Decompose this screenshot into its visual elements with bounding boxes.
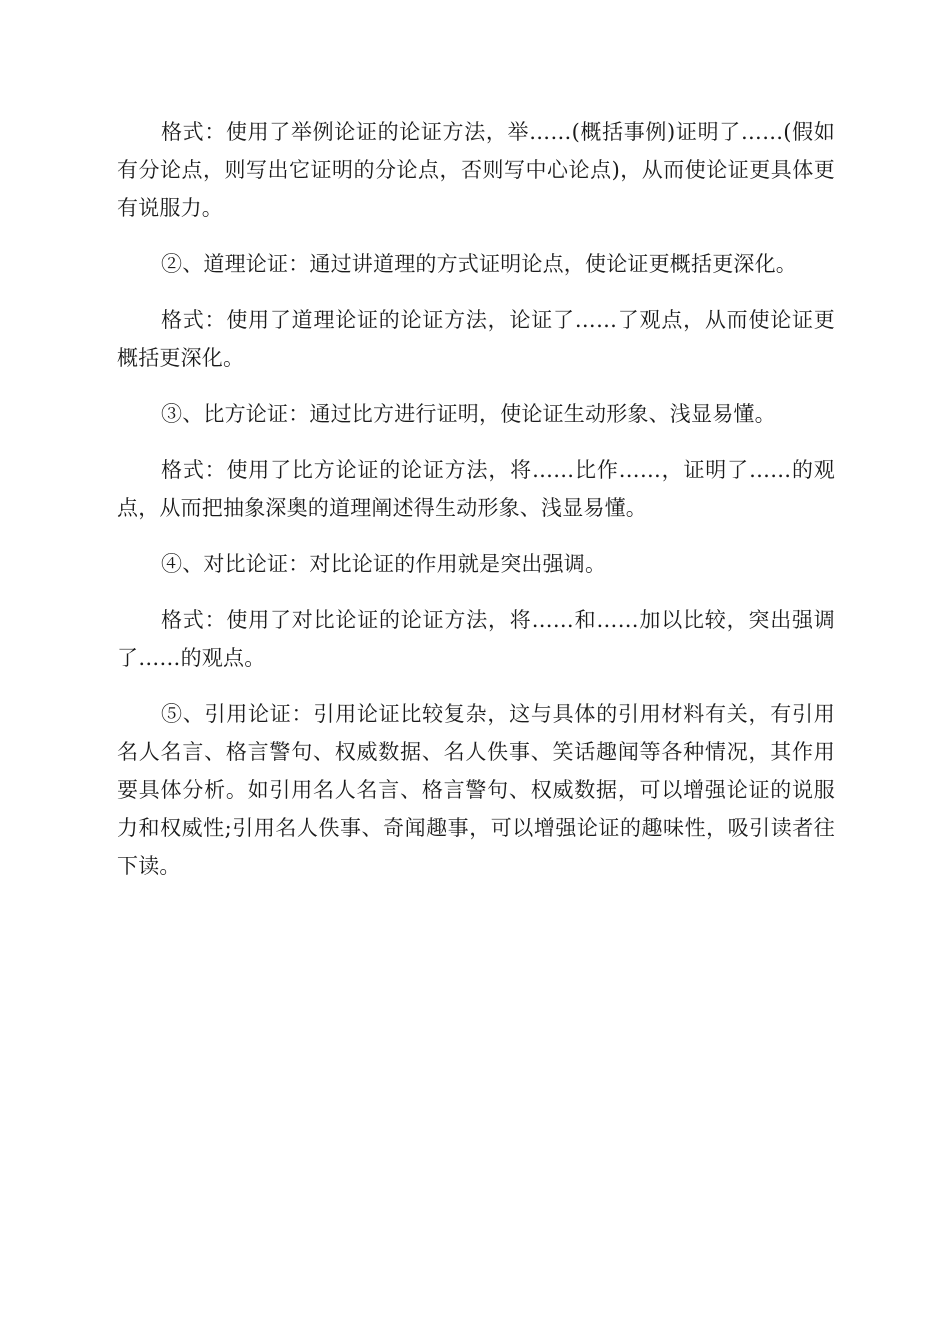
paragraph-contrast-format: 格式：使用了对比论证的论证方法，将……和……加以比较，突出强调了……的观点。 xyxy=(117,608,835,670)
paragraph-example-format: 格式：使用了举例论证的论证方法，举……(概括事例)证明了……(假如有分论点，则写出它证明的分论点，否则写中心论点)，从而使论证更具体更有说服力。 xyxy=(117,120,835,220)
document-body xyxy=(117,113,835,903)
paragraph-analogy-argument: ③、比方论证：通过比方进行证明，使论证生动形象、浅显易懂。 xyxy=(161,402,776,426)
paragraph-reasoning-argument: ②、道理论证：通过讲道理的方式证明论点，使论证更概括更深化。 xyxy=(161,252,797,276)
paragraph-reasoning-format: 格式：使用了道理论证的论证方法，论证了……了观点，从而使论证更概括更深化。 xyxy=(117,308,835,370)
paragraph-contrast-argument: ④、对比论证：对比论证的作用就是突出强调。 xyxy=(161,552,607,576)
paragraph-analogy-format: 格式：使用了比方论证的论证方法，将……比作……，证明了……的观点，从而把抽象深奥的道理阐述得生动形象、浅显易懂。 xyxy=(117,458,835,520)
paragraph-citation-argument: ⑤、引用论证：引用论证比较复杂，这与具体的引用材料有关，有引用名人名言、格言警句、权威数据、名人佚事、笑话趣闻等各种情况，其作用要具体分析。如引用名人名言、格言警句、权威数据，可以增强论证的说服力和权威性;引用名人佚事、奇闻趣事，可以增强论证的趣味性，吸引读者往下读。 xyxy=(117,702,835,878)
